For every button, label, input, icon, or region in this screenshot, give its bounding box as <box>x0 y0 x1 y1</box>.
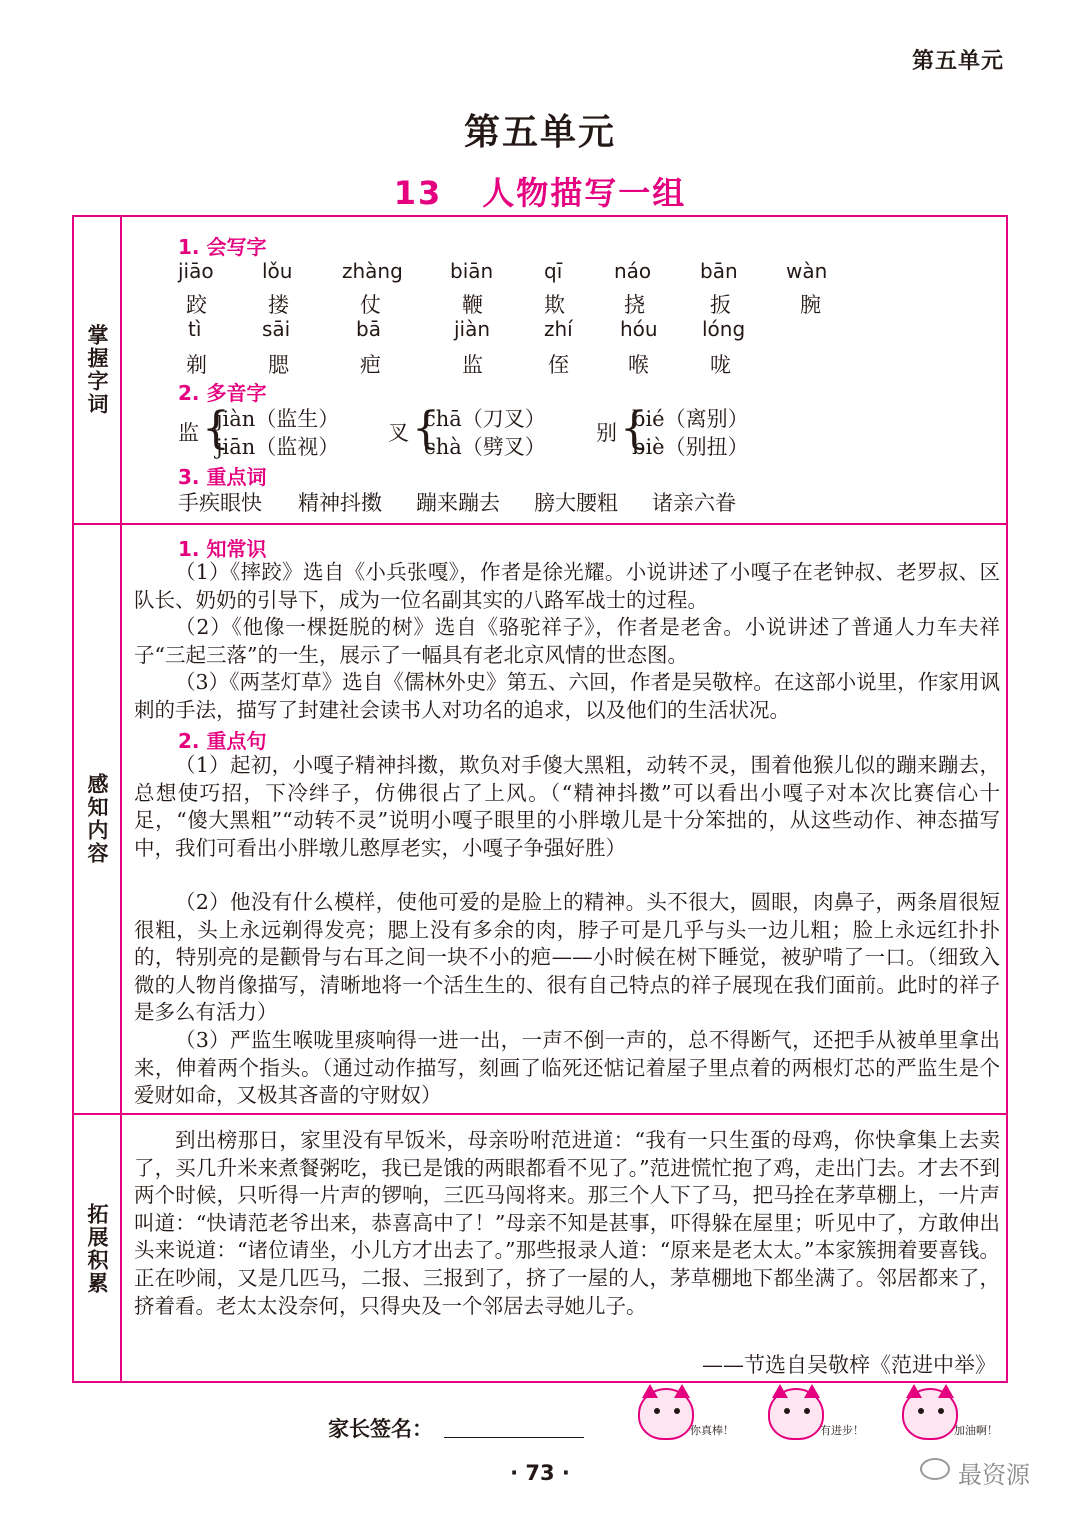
hanzi: 鞭 <box>462 293 483 317</box>
lesson-number: 13 <box>393 174 443 212</box>
lesson-title <box>0 168 1080 214</box>
pinyin: lǒu <box>262 259 293 283</box>
section-label-content: 感知内容 <box>74 525 122 1113</box>
cat-sticker <box>896 1386 1014 1444</box>
hanzi: 监 <box>462 353 483 377</box>
extension-passage: 到出榜那日，家里没有早饭米，母亲吩咐范进道：“我有一只生蛋的母鸡，你快拿集上去卖了，买几升米来煮餐粥吃，我已是饿的两眼都看不见了。”范进慌忙抱了鸡，走出门去。才去不到两个时候，只听得一片声的锣响，三匹马闯将来。那三个人下了马，把马拴在茅草棚上，一片声叫道：“快请范老爷出来，恭喜高中了！”母亲不知是甚事，吓得躲在屋里；听见中了，方敢伸出头来说道：“诸位请坐，小儿方才出去了。”那些报录人道：“原来是老太太。”本家簇拥着要喜钱。正在吵闹，又是几匹马，二报、三报到了，挤了一屋的人，茅草棚地下都坐满了。邻居都来了，挤着看。老太太没奈何，只得央及一个邻居去寻她儿子。 <box>134 1128 1000 1318</box>
polyphone-reading: jiàn（监生） <box>216 407 340 431</box>
pinyin: biān <box>450 259 494 283</box>
knowledge-paragraph: （2）《他像一棵挺脱的树》选自《骆驼祥子》，作者是老舍。小说讲述了普通人力车夫祥子“三起三落”的一生，展示了一幅具有老北京风情的世态图。 <box>134 615 1000 667</box>
hanzi: 扳 <box>710 293 731 317</box>
pinyin: jiāo <box>178 259 214 283</box>
pinyin: jiàn <box>454 317 491 341</box>
sticker-text: 你真棒！ <box>690 1424 734 1437</box>
chars-heading: 1. 会写字 <box>178 235 267 259</box>
keyword: 膀大腰粗 <box>534 491 618 515</box>
section-label-extension: 拓展积累 <box>74 1115 122 1383</box>
signature-line[interactable] <box>444 1437 584 1438</box>
keyword: 精神抖擞 <box>298 491 382 515</box>
polyphone-char: 叉 <box>388 421 409 445</box>
extension-source: ——节选自吴敬梓《范进中举》 <box>702 1353 996 1377</box>
hanzi: 剃 <box>186 353 207 377</box>
pinyin: zhàng <box>342 259 403 283</box>
polyphone-char: 别 <box>596 421 617 445</box>
lesson-table <box>72 215 1008 1383</box>
sticker-text: 加油啊！ <box>954 1424 998 1437</box>
hanzi: 疤 <box>360 353 381 377</box>
sentence-paragraph: （1）起初，小嘎子精神抖擞，欺负对手傻大黑粗，动转不灵，围着他猴儿似的蹦来蹦去，总想使巧招，下冷绊子，仿佛很占了上风。（“精神抖擞”可以看出小嘎子对本次比赛信心十足，“傻大黑粗”“动转不灵”说明小嘎子眼里的小胖墩儿是十分笨拙的，从这些动作、神态描写中，我们可看出小胖墩儿憨厚老实，小嘎子争强好胜） <box>134 753 1000 860</box>
polyphones-heading: 2. 多音字 <box>178 381 267 405</box>
polyphone-reading: bié（离别） <box>632 407 749 431</box>
hanzi: 欺 <box>544 293 565 317</box>
lesson-name: 人物描写一组 <box>482 174 687 212</box>
pinyin: sāi <box>262 317 291 341</box>
hanzi: 腕 <box>800 293 821 317</box>
pinyin: tì <box>188 317 202 341</box>
polyphone-reading: chā（刀叉） <box>424 407 546 431</box>
brace: { <box>202 403 230 454</box>
pinyin: bā <box>356 317 381 341</box>
keyword: 手疾眼快 <box>178 491 262 515</box>
cat-sticker <box>632 1386 750 1444</box>
hanzi: 搂 <box>268 293 289 317</box>
wechat-icon <box>920 1458 950 1480</box>
pinyin: hóu <box>620 317 658 341</box>
brace: { <box>412 403 440 454</box>
keywords-heading: 3. 重点词 <box>178 465 267 489</box>
knowledge-paragraph: （1）《摔跤》选自《小兵张嘎》，作者是徐光耀。小说讲述了小嘎子在老钟叔、老罗叔、区队长、奶奶的引导下，成为一位名副其实的八路军战士的过程。 <box>134 560 1000 612</box>
polyphone-reading: chà（劈叉） <box>424 435 546 459</box>
hanzi: 咙 <box>710 353 731 377</box>
hanzi: 仗 <box>360 293 381 317</box>
divider <box>74 523 1006 525</box>
section-label-vocab: 掌握字词 <box>74 217 122 523</box>
pinyin: bān <box>700 259 738 283</box>
pinyin: lóng <box>702 317 746 341</box>
pinyin: zhí <box>544 317 573 341</box>
unit-corner: 第五单元 <box>911 49 1004 74</box>
sentence-paragraph: （3）严监生喉咙里痰响得一进一出，一声不倒一声的，总不得断气，还把手从被单里拿出来，伸着两个指头。（通过动作描写，刻画了临死还惦记着屋子里点着的两根灯芯的严监生是个爱财如命，又极其吝啬的守财奴） <box>134 1028 1000 1108</box>
knowledge-heading: 1. 知常识 <box>178 537 267 561</box>
hanzi: 挠 <box>624 293 645 317</box>
hanzi: 侄 <box>548 353 569 377</box>
polyphone-char: 监 <box>178 421 199 445</box>
sentences-heading: 2. 重点句 <box>178 729 267 753</box>
parent-signature-label: 家长签名： <box>328 1417 433 1441</box>
keyword: 诸亲六眷 <box>652 491 736 515</box>
keyword: 蹦来蹦去 <box>416 491 500 515</box>
unit-title: 第五单元 <box>463 112 616 153</box>
cat-sticker <box>762 1386 880 1444</box>
watermark: 最资源 <box>958 1461 1030 1489</box>
page-number: · 73 · <box>510 1461 570 1485</box>
hanzi: 跤 <box>186 293 207 317</box>
divider <box>74 1113 1006 1115</box>
hanzi: 腮 <box>268 353 289 377</box>
sentence-paragraph: （2）他没有什么模样，使他可爱的是脸上的精神。头不很大，圆眼，肉鼻子，两条眉很短很粗，头上永远剃得发亮；腮上没有多余的肉，脖子可是几乎与头一边儿粗；脸上永远红扑扑的，特别亮的是颧骨与右耳之间一块不小的疤——小时候在树下睡觉，被驴啃了一口。（细致入微的人物肖像描写，清晰地将一个活生生的、很有自己特点的祥子展现在我们面前。此时的祥子是多么有活力） <box>134 890 1000 1025</box>
pinyin: qī <box>544 259 563 283</box>
pinyin: wàn <box>786 259 828 283</box>
polyphone-reading: jiān（监视） <box>216 435 340 459</box>
brace: { <box>620 403 648 454</box>
hanzi: 喉 <box>628 353 649 377</box>
polyphone-reading: biè（别扭） <box>632 435 749 459</box>
pinyin: náo <box>614 259 652 283</box>
sticker-text: 有进步！ <box>820 1424 864 1437</box>
knowledge-paragraph: （3）《两茎灯草》选自《儒林外史》第五、六回，作者是吴敬梓。在这部小说里，作家用讽刺的手法，描写了封建社会读书人对功名的追求，以及他们的生活状况。 <box>134 670 1000 722</box>
